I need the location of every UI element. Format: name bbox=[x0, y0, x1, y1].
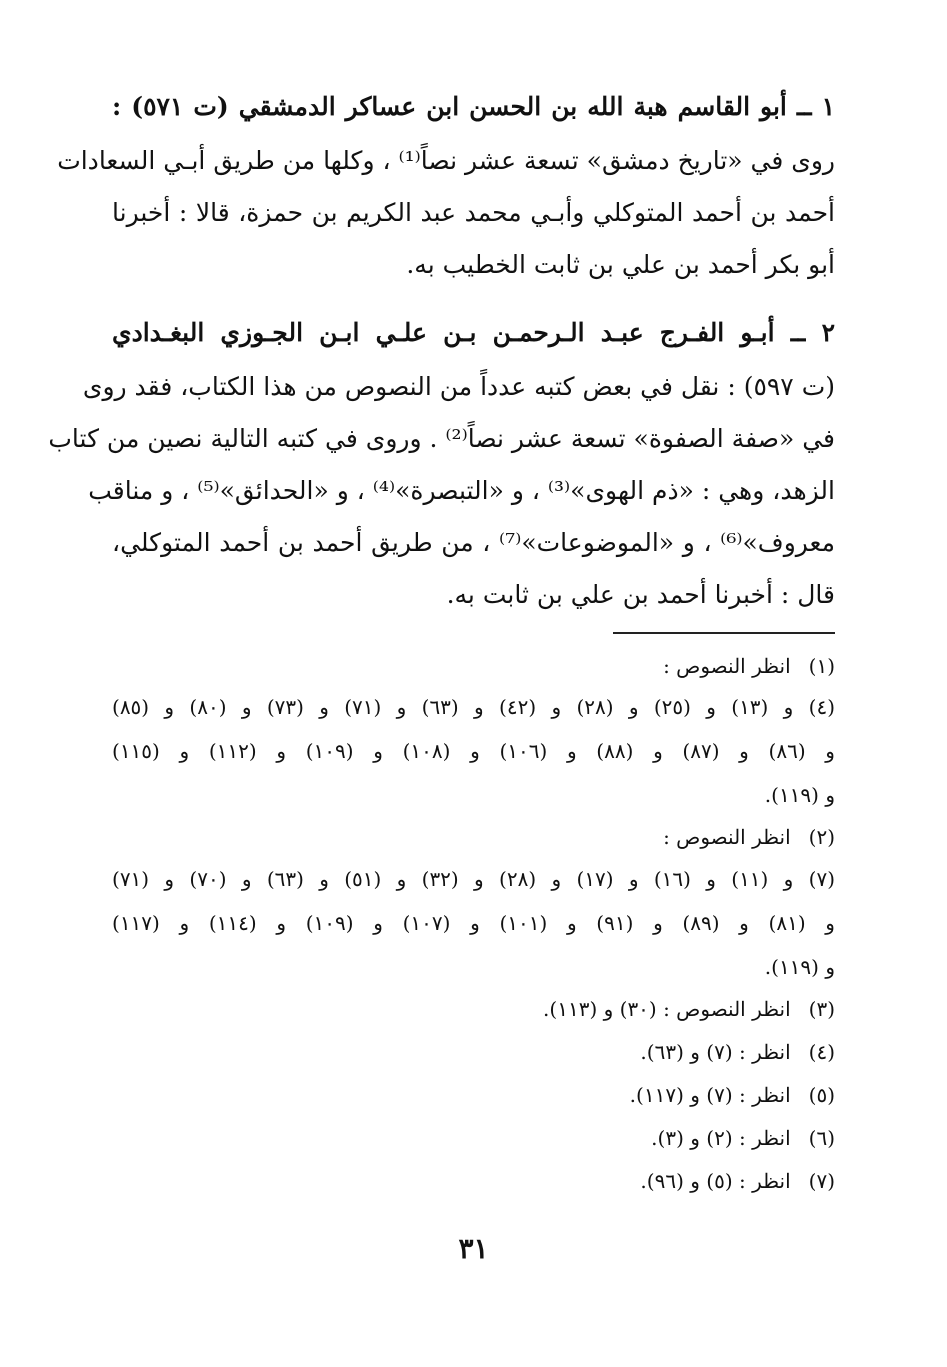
entry-2-line-4: الزهد، وهي : «ذم الهوى»⁽³⁾ ، و «التبصرة»⁽⁴⁾ ، و «الحدائق»⁽⁵⁾ ، و مناقب bbox=[88, 476, 835, 505]
entry-2-line-3: في «صفة الصفوة» تسعة عشر نصاً⁽²⁾ . وروى في كتبه التالية نصين من كتاب bbox=[48, 424, 835, 453]
footnote-7-number: (٧) bbox=[808, 1169, 835, 1193]
footnote-2-line-2: و (٨١) و (٨٩) و (٩١) و (١٠١) و (١٠٧) و (١٠٩) و (١١٤) و (١١٧) bbox=[112, 911, 835, 935]
footnote-6-text: انظر : (٢) و (٣). bbox=[651, 1126, 791, 1150]
entry-1-line-3: أحمد بن أحمد المتوكلي وأبـي محمد عبد الكريم بن حمزة، قالا : أخبرنا bbox=[112, 198, 835, 227]
footnote-1-head: انظر النصوص : bbox=[663, 654, 791, 678]
page-number: ٣١ bbox=[458, 1232, 489, 1265]
footnote-4 bbox=[640, 1040, 835, 1064]
footnote-3 bbox=[543, 997, 835, 1021]
entry-2-line-5: معروف»⁽⁶⁾ ، و «الموضوعات»⁽⁷⁾ ، من طريق أحمد بن أحمد المتوكلي، bbox=[112, 528, 836, 557]
footnote-3-number: (٣) bbox=[808, 997, 835, 1021]
footnote-7-text: انظر : (٥) و (٩٦). bbox=[640, 1169, 791, 1193]
entry-1-line-4: أبو بكر أحمد بن علي بن ثابت الخطيب به. bbox=[406, 250, 835, 279]
footnote-1-number: (١) bbox=[808, 654, 835, 678]
footnote-6-number: (٦) bbox=[808, 1126, 835, 1150]
footnote-1 bbox=[663, 654, 835, 678]
entry-2-line-2: (ت ٥٩٧) : نقل في بعض كتبه عدداً من النصوص من هذا الكتاب، فقد روى bbox=[82, 372, 835, 401]
footnote-1-line-1: (٤) و (١٣) و (٢٥) و (٢٨) و (٤٢) و (٦٣) و (٧١) و (٧٣) و (٨٠) و (٨٥) bbox=[112, 695, 836, 719]
entry-1-heading: ١ ــ أبو القاسم هبة الله بن الحسن ابن عساكر الدمشقي (ت ٥٧١) : bbox=[112, 92, 835, 121]
footnote-1-line-3: و (١١٩). bbox=[764, 783, 835, 807]
footnote-3-text: انظر النصوص : (٣٠) و (١١٣). bbox=[543, 997, 791, 1021]
footnote-5-number: (٥) bbox=[808, 1083, 835, 1107]
footnote-5-text: انظر : (٧) و (١١٧). bbox=[629, 1083, 791, 1107]
footnote-2-line-3: و (١١٩). bbox=[764, 955, 835, 979]
footnote-separator bbox=[613, 632, 835, 634]
entry-2-heading: ٢ ــ أبـو الفـرج عبـد الـرحمـن بـن علـي ابـن الجـوزي البغـدادي bbox=[112, 318, 835, 347]
footnote-4-number: (٤) bbox=[808, 1040, 835, 1064]
footnote-4-text: انظر : (٧) و (٦٣). bbox=[640, 1040, 791, 1064]
footnote-5 bbox=[630, 1083, 835, 1107]
footnote-6 bbox=[651, 1126, 835, 1150]
entry-2-line-6: قال : أخبرنا أحمد بن علي بن ثابت به. bbox=[446, 580, 835, 609]
footnote-2-line-1: (٧) و (١١) و (١٦) و (١٧) و (٢٨) و (٣٢) و (٥١) و (٦٣) و (٧٠) و (٧١) bbox=[112, 867, 836, 891]
footnote-2 bbox=[663, 825, 835, 849]
entry-1-line-2: روى في «تاريخ دمشق» تسعة عشر نصاً⁽¹⁾ ، وكلها من طريق أبـي السعادات bbox=[57, 146, 835, 175]
footnote-2-number: (٢) bbox=[808, 825, 835, 849]
footnote-1-line-2: و (٨٦) و (٨٧) و (٨٨) و (١٠٦) و (١٠٨) و (١٠٩) و (١١٢) و (١١٥) bbox=[112, 739, 835, 763]
footnote-7 bbox=[640, 1169, 835, 1193]
footnote-2-head: انظر النصوص : bbox=[663, 825, 791, 849]
